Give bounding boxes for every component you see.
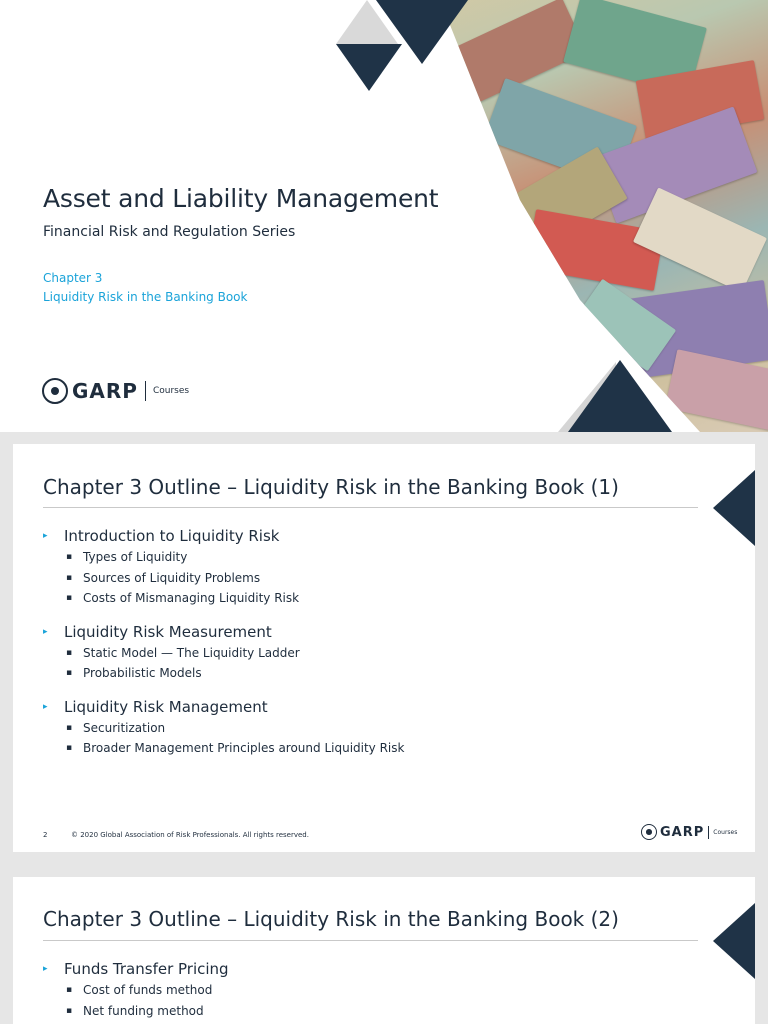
square-bullet-icon: ▪ <box>66 593 73 604</box>
section-heading-text: Funds Transfer Pricing <box>64 960 229 978</box>
triangle-bullet-icon: ▸ <box>43 531 48 541</box>
list-item-text: Cost of funds method <box>83 983 213 998</box>
list-item-text: Broader Management Principles around Liquidity Risk <box>83 741 405 756</box>
section-heading-text: Introduction to Liquidity Risk <box>64 527 280 545</box>
list-item <box>43 1001 229 1022</box>
garp-logo-name: GARP <box>72 379 138 403</box>
list-item-text: Costs of Mismanaging Liquidity Risk <box>83 591 300 606</box>
slide-title: Chapter 3 Outline – Liquidity Risk in the Banking Book (2) <box>43 907 619 931</box>
triangle-bullet-icon: ▸ <box>43 626 48 637</box>
outline-section <box>43 696 404 759</box>
section-heading-text: Liquidity Risk Measurement <box>64 622 272 641</box>
triangle-decoration <box>568 360 672 432</box>
title-slide <box>0 0 768 432</box>
outline-slide-2 <box>13 877 755 1024</box>
title-rule <box>43 507 698 508</box>
triangle-bullet-icon: ▸ <box>43 964 48 974</box>
outline-slide-1 <box>13 444 755 852</box>
list-item <box>43 588 404 609</box>
square-bullet-icon: ▪ <box>66 572 73 583</box>
triangle-bullet-icon: ▸ <box>43 701 48 712</box>
list-item-text: Static Model — The Liquidity Ladder <box>83 645 300 660</box>
chapter-title: Liquidity Risk in the Banking Book <box>43 290 248 304</box>
logo-divider <box>145 381 146 401</box>
garp-logo-name: GARP <box>660 824 705 840</box>
square-bullet-icon: ▪ <box>66 668 73 679</box>
list-item <box>43 643 404 664</box>
section-heading <box>43 696 404 718</box>
chapter-number: Chapter 3 <box>43 271 103 285</box>
garp-logo-tag: Courses <box>713 828 738 836</box>
title-rule <box>43 940 698 941</box>
list-item <box>43 547 404 568</box>
section-heading-text: Liquidity Risk Management <box>64 697 268 716</box>
outline-section <box>43 621 404 684</box>
list-item-text: Net funding method <box>83 1003 204 1018</box>
list-item <box>43 568 404 589</box>
list-item <box>43 738 404 759</box>
section-heading <box>43 525 404 547</box>
garp-logo-mark <box>42 378 68 404</box>
square-bullet-icon: ▪ <box>66 985 73 996</box>
triangle-decoration <box>713 903 755 979</box>
presentation-title: Asset and Liability Management <box>43 184 439 213</box>
list-item <box>43 663 404 684</box>
page-number: 2 <box>43 831 48 839</box>
square-bullet-icon: ▪ <box>66 743 73 754</box>
triangle-decoration <box>713 470 755 546</box>
copyright-notice: © 2020 Global Association of Risk Professionals. All rights reserved. <box>71 831 309 839</box>
square-bullet-icon: ▪ <box>66 552 73 563</box>
section-heading <box>43 621 404 643</box>
garp-logo-mark <box>641 824 657 840</box>
logo-divider <box>708 826 709 839</box>
garp-logo-tag: Courses <box>152 386 190 396</box>
garp-logo <box>641 824 737 840</box>
section-heading <box>43 958 229 980</box>
outline-list <box>43 958 229 1024</box>
list-item-text: Probabilistic Models <box>83 666 202 681</box>
square-bullet-icon: ▪ <box>66 722 73 733</box>
outline-section <box>43 958 229 1021</box>
series-subtitle: Financial Risk and Regulation Series <box>43 224 296 240</box>
list-item <box>43 718 404 739</box>
outline-list <box>43 525 404 771</box>
list-item <box>43 980 229 1001</box>
slide-title: Chapter 3 Outline – Liquidity Risk in the Banking Book (1) <box>43 475 619 499</box>
outline-section <box>43 525 404 609</box>
square-bullet-icon: ▪ <box>66 647 73 658</box>
triangle-decoration <box>376 0 468 64</box>
banknotes-collage <box>340 0 768 432</box>
list-item-text: Sources of Liquidity Problems <box>83 570 261 585</box>
list-item-text: Types of Liquidity <box>83 550 188 565</box>
list-item-text: Securitization <box>83 720 166 735</box>
garp-logo <box>42 378 189 404</box>
square-bullet-icon: ▪ <box>66 1005 73 1016</box>
